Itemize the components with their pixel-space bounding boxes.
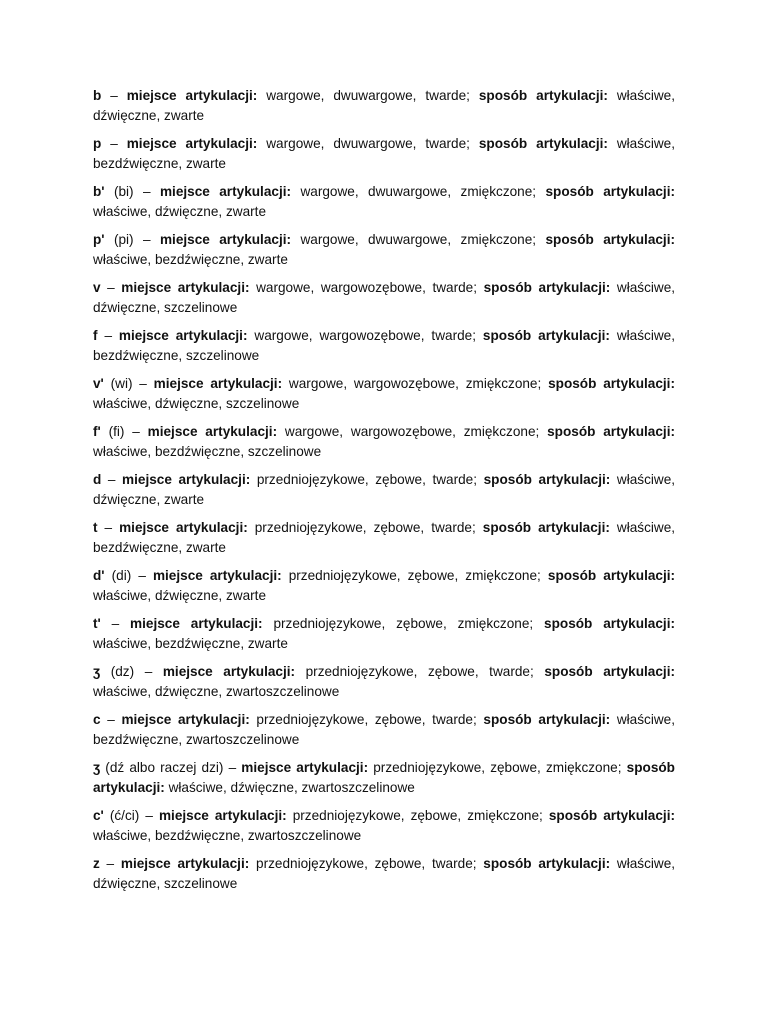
place-value: przedniojęzykowe, zębowe, zmiękczone; <box>273 616 534 631</box>
place-value: wargowe, dwuwargowe, zmiękczone; <box>300 184 537 199</box>
phoneme-symbol: b <box>93 88 102 103</box>
phoneme-note: (wi) <box>110 376 133 391</box>
phoneme-entry <box>93 710 675 750</box>
place-value: przedniojęzykowe, zębowe, twarde; <box>254 520 476 535</box>
manner-value: właściwe, dźwięczne, szczelinowe <box>93 280 676 315</box>
dash-separator: – <box>145 808 153 823</box>
phoneme-symbol: v <box>93 280 101 295</box>
place-value: przedniojęzykowe, zębowe, twarde; <box>256 712 477 727</box>
place-label: miejsce artykulacji: <box>120 856 250 871</box>
manner-value: właściwe, dźwięczne, zwartoszczelinowe <box>168 780 415 795</box>
phoneme-entry <box>93 662 675 702</box>
manner-value: właściwe, dźwięczne, zwarte <box>93 88 676 123</box>
phoneme-entry <box>93 134 675 174</box>
place-label: miejsce artykulacji: <box>159 232 292 247</box>
place-value: przedniojęzykowe, zębowe, zmiękczone; <box>292 808 543 823</box>
place-value: wargowe, dwuwargowe, twarde; <box>266 88 470 103</box>
phoneme-entry <box>93 278 675 318</box>
place-label: miejsce artykulacji: <box>126 88 258 103</box>
phoneme-symbol: c' <box>93 808 104 823</box>
phoneme-entry <box>93 230 675 270</box>
phoneme-entry <box>93 566 675 606</box>
place-label: miejsce artykulacji: <box>121 712 250 727</box>
dash-separator: – <box>132 424 140 439</box>
dash-separator: – <box>110 136 118 151</box>
manner-value: właściwe, dźwięczne, szczelinowe <box>93 856 676 891</box>
phoneme-note: (bi) <box>113 184 134 199</box>
phoneme-note: (dz) <box>110 664 135 679</box>
manner-value: właściwe, bezdźwięczne, szczelinowe <box>93 328 676 363</box>
place-value: przedniojęzykowe, zębowe, zmiękczone; <box>373 760 622 775</box>
place-label: miejsce artykulacji: <box>159 184 292 199</box>
phoneme-symbol: f <box>93 328 98 343</box>
dash-separator: – <box>110 88 118 103</box>
place-value: przedniojęzykowe, zębowe, twarde; <box>256 472 478 487</box>
place-label: miejsce artykulacji: <box>130 616 263 631</box>
dash-separator: – <box>143 184 151 199</box>
place-label: miejsce artykulacji: <box>118 328 248 343</box>
manner-label: sposób artykulacji: <box>478 136 608 151</box>
dash-separator: – <box>107 280 115 295</box>
phoneme-symbol: p' <box>93 232 105 247</box>
phoneme-entry <box>93 374 675 414</box>
place-label: miejsce artykulacji: <box>126 136 258 151</box>
dash-separator: – <box>111 616 120 631</box>
phoneme-symbol: c <box>93 712 101 727</box>
place-value: przedniojęzykowe, zębowe, zmiękczone; <box>288 568 541 583</box>
place-value: wargowe, wargowozębowe, twarde; <box>256 280 478 295</box>
manner-label: sposób artykulacji: <box>478 88 608 103</box>
manner-value: właściwe, dźwięczne, zwarte <box>93 204 267 219</box>
phoneme-symbol: d <box>93 472 102 487</box>
manner-value: właściwe, dźwięczne, zwartoszczelinowe <box>93 684 340 699</box>
manner-label: sposób artykulacji: <box>547 424 676 439</box>
manner-label: sposób artykulacji: <box>482 520 610 535</box>
manner-value: właściwe, bezdźwięczne, zwarte <box>93 520 676 555</box>
phoneme-note: (ć/ci) <box>109 808 140 823</box>
manner-label: sposób artykulacji: <box>548 808 675 823</box>
manner-value: właściwe, dźwięczne, szczelinowe <box>93 396 300 411</box>
manner-value: właściwe, bezdźwięczne, zwartoszczelinowe <box>93 712 675 747</box>
phoneme-symbol: t' <box>93 616 101 631</box>
dash-separator: – <box>143 232 151 247</box>
phoneme-note: (fi) <box>108 424 125 439</box>
manner-label: sposób artykulacji: <box>483 472 611 487</box>
dash-separator: – <box>104 328 112 343</box>
phoneme-note: (pi) <box>113 232 134 247</box>
place-label: miejsce artykulacji: <box>147 424 278 439</box>
manner-label: sposób artykulacji: <box>548 376 675 391</box>
place-label: miejsce artykulacji: <box>158 808 287 823</box>
place-value: wargowe, wargowozębowe, twarde; <box>254 328 476 343</box>
phoneme-symbol: b' <box>93 184 105 199</box>
place-value: wargowe, wargowozębowe, zmiękczone; <box>284 424 540 439</box>
place-label: miejsce artykulacji: <box>119 520 248 535</box>
place-label: miejsce artykulacji: <box>121 280 250 295</box>
phoneme-entry <box>93 806 675 846</box>
manner-value: właściwe, bezdźwięczne, szczelinowe <box>93 444 322 459</box>
manner-label: sposób artykulacji: <box>483 856 611 871</box>
manner-label: sposób artykulacji: <box>545 184 676 199</box>
phoneme-note: (di) <box>111 568 132 583</box>
place-label: miejsce artykulacji: <box>153 376 283 391</box>
phoneme-symbol: t <box>93 520 98 535</box>
manner-label: sposób artykulacji: <box>547 568 676 583</box>
document-page <box>93 86 675 902</box>
phoneme-entry <box>93 422 675 462</box>
phoneme-entry <box>93 182 675 222</box>
manner-label: sposób artykulacji: <box>544 616 676 631</box>
manner-label: sposób artykulacji: <box>482 328 610 343</box>
place-value: wargowe, wargowozębowe, zmiękczone; <box>288 376 542 391</box>
manner-label: sposób artykulacji: <box>483 280 611 295</box>
phoneme-symbol: d' <box>93 568 105 583</box>
phoneme-entry <box>93 470 675 510</box>
phoneme-symbol: v' <box>93 376 104 391</box>
manner-value: właściwe, bezdźwięczne, zwartoszczelinowe <box>93 828 362 843</box>
manner-value: właściwe, dźwięczne, zwarte <box>93 472 676 507</box>
place-label: miejsce artykulacji: <box>162 664 296 679</box>
phoneme-entry <box>93 758 675 798</box>
manner-label: sposób artykulacji: <box>545 232 676 247</box>
phoneme-symbol: p <box>93 136 102 151</box>
dash-separator: – <box>144 664 153 679</box>
phoneme-symbol: ʒ <box>93 664 101 679</box>
phoneme-entry <box>93 86 675 126</box>
manner-value: właściwe, bezdźwięczne, zwarte <box>93 636 288 651</box>
manner-value: właściwe, bezdźwięczne, zwarte <box>93 252 288 267</box>
phoneme-entry <box>93 854 675 894</box>
phoneme-note: (dź albo raczej dzi) <box>105 760 224 775</box>
place-value: przedniojęzykowe, zębowe, twarde; <box>305 664 534 679</box>
manner-label: sposób artykulacji: <box>544 664 675 679</box>
dash-separator: – <box>107 712 115 727</box>
place-value: wargowe, dwuwargowe, zmiękczone; <box>300 232 537 247</box>
dash-separator: – <box>106 856 115 871</box>
manner-value: właściwe, dźwięczne, zwarte <box>93 588 267 603</box>
place-label: miejsce artykulacji: <box>152 568 282 583</box>
phoneme-symbol: ʒ <box>93 760 101 775</box>
place-label: miejsce artykulacji: <box>122 472 251 487</box>
dash-separator: – <box>104 520 113 535</box>
phoneme-entry <box>93 614 675 654</box>
phoneme-entry <box>93 326 675 366</box>
dash-separator: – <box>138 568 146 583</box>
place-value: przedniojęzykowe, zębowe, twarde; <box>256 856 477 871</box>
manner-value: właściwe, bezdźwięczne, zwarte <box>93 136 676 171</box>
phoneme-entry <box>93 518 675 558</box>
dash-separator: – <box>139 376 147 391</box>
dash-separator: – <box>228 760 237 775</box>
manner-label: sposób artykulacji: <box>483 712 611 727</box>
manner-label: sposób artykulacji: <box>93 760 675 795</box>
phoneme-list <box>93 86 675 894</box>
place-value: wargowe, dwuwargowe, twarde; <box>266 136 470 151</box>
phoneme-symbol: f' <box>93 424 101 439</box>
phoneme-symbol: z <box>93 856 100 871</box>
place-label: miejsce artykulacji: <box>241 760 369 775</box>
dash-separator: – <box>107 472 116 487</box>
